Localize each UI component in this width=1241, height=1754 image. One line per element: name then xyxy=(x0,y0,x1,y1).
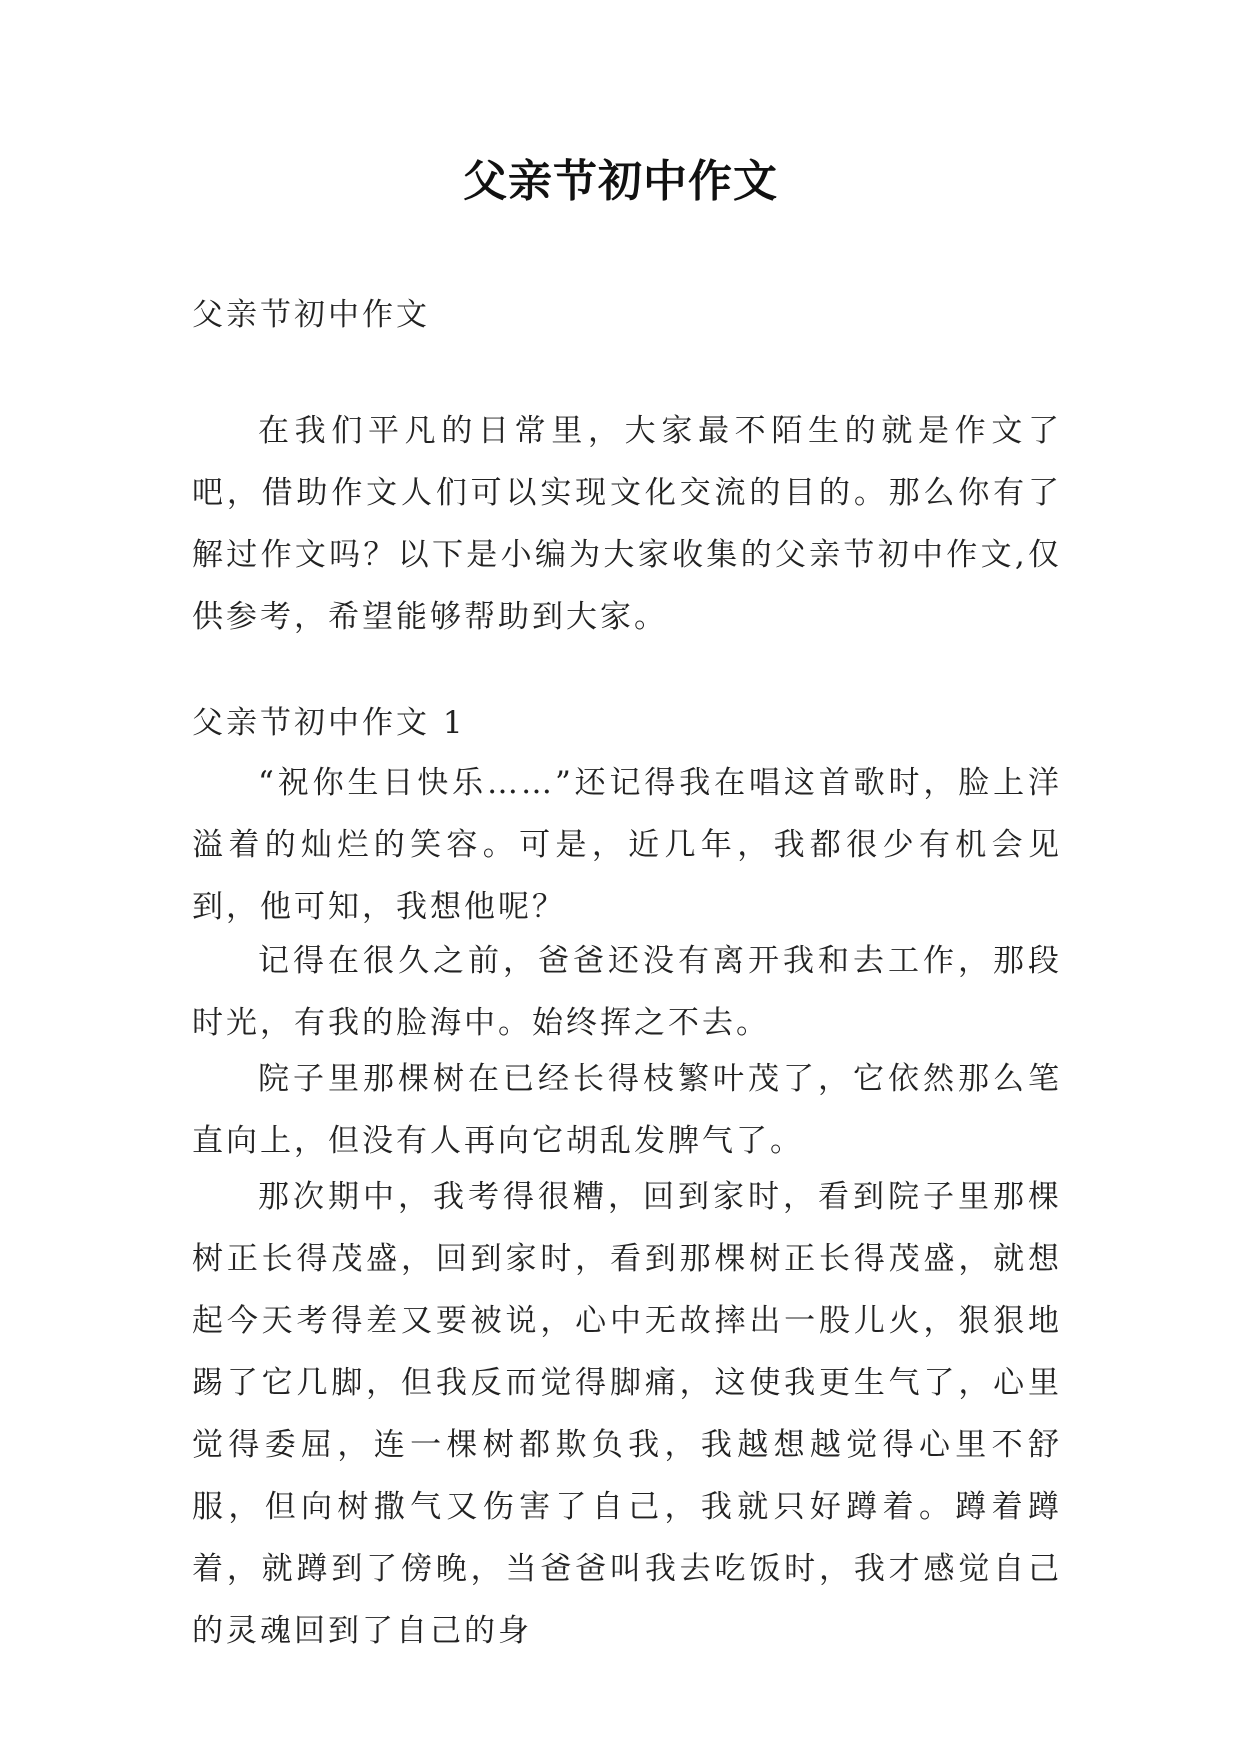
section-heading: 父亲节初中作文 1 xyxy=(192,705,466,741)
body-paragraph-2: 记得在很久之前，爸爸还没有离开我和去工作，那段时光，有我的脸海中。始终挥之不去。 xyxy=(192,943,1062,1041)
body-paragraph-4: 那次期中，我考得很糟，回到家时，看到院子里那棵树正长得茂盛，回到家时，看到那棵树正长得茂盛，就想起今天考得差又要被说，心中无故摔出一股儿火，狠狠地踢了它几脚，但我反而觉得脚痛，这使我更生气了，心里觉得委屈，连一棵树都欺负我，我越想越觉得心里不舒服，但向树撒气又伤害了自己，我就只好蹲着。蹲着蹲着，就蹲到了傍晚，当爸爸叫我去吃饭时，我才感觉自己的灵魂回到了自己的身 xyxy=(192,1179,1062,1649)
page-title: 父亲节初中作文 xyxy=(463,156,778,207)
intro-paragraph: 在我们平凡的日常里，大家最不陌生的就是作文了吧，借助作文人们可以实现文化交流的目的。那么你有了解过作文吗？以下是小编为大家收集的父亲节初中作文,仅供参考，希望能够帮助到大家。 xyxy=(192,413,1062,635)
body-paragraph-1: “祝你生日快乐……”还记得我在唱这首歌时，脸上洋溢着的灿烂的笑容。可是，近几年，我都很少有机会见到，他可知，我想他呢？ xyxy=(192,765,1062,925)
body-paragraph-3: 院子里那棵树在已经长得枝繁叶茂了，它依然那么笔直向上，但没有人再向它胡乱发脾气了。 xyxy=(192,1061,1062,1159)
document-subtitle: 父亲节初中作文 xyxy=(192,297,430,333)
